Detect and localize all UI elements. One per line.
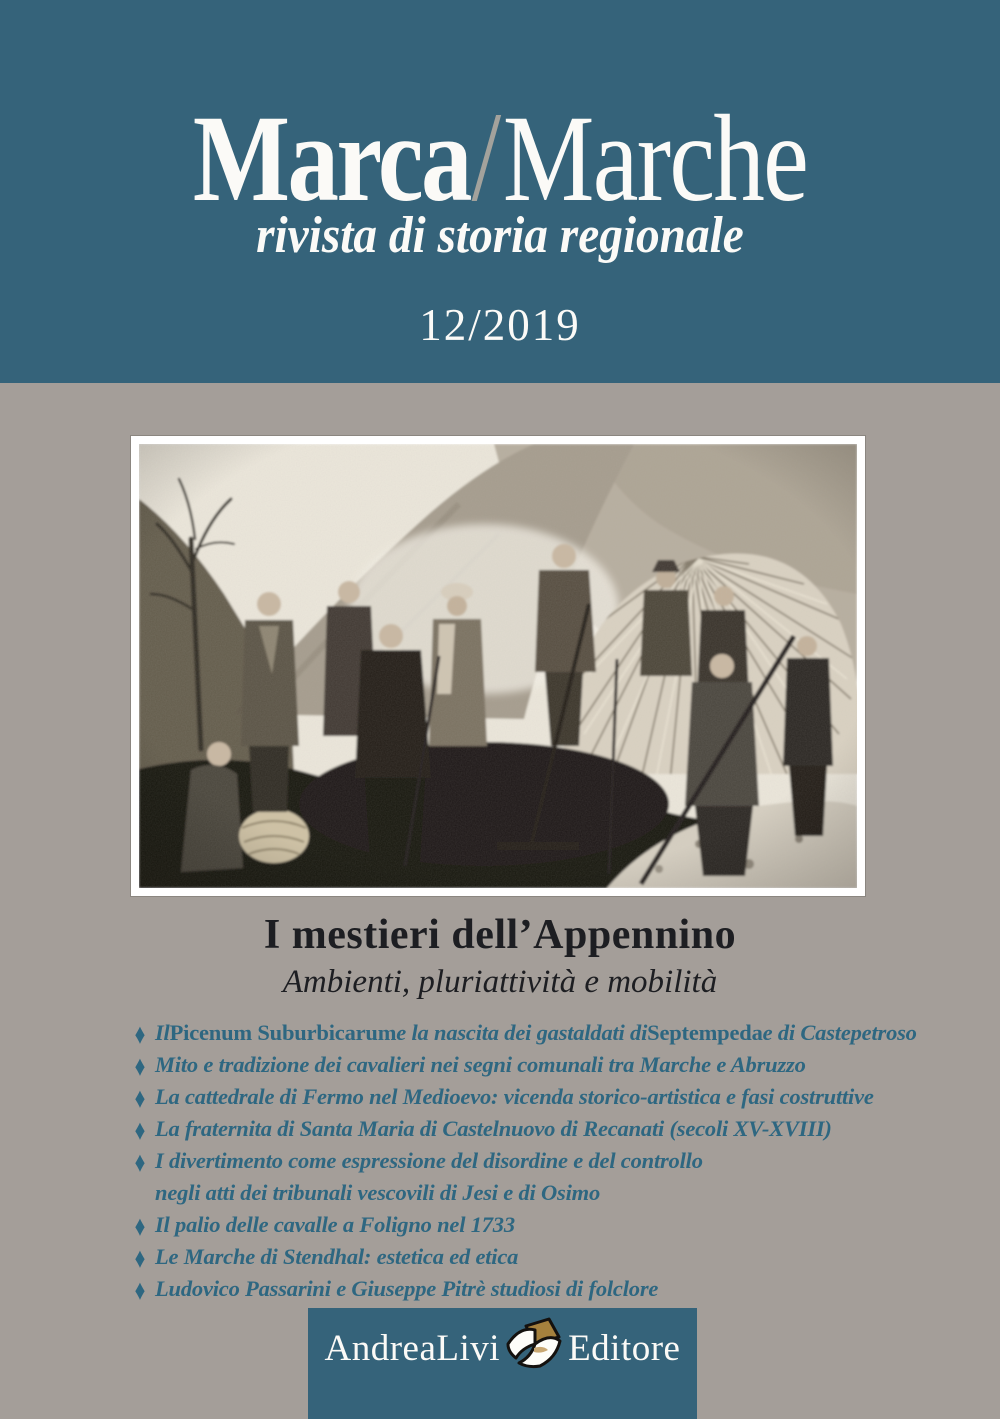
toc-line bbox=[132, 1180, 912, 1212]
toc-text-segment: Picenum Suburbicarum bbox=[169, 1020, 397, 1045]
toc-line bbox=[132, 1017, 917, 1052]
diamond-bullet-icon: ♦ bbox=[134, 1049, 146, 1083]
open-book-logo-icon bbox=[504, 1317, 564, 1371]
toc-text-segment: Il palio delle cavalle a Foligno nel 1733 bbox=[155, 1212, 515, 1237]
masthead-subtitle: rivista di storia regionale bbox=[256, 207, 744, 264]
charcoal-burners-photo-illustration bbox=[139, 444, 857, 888]
toc-line bbox=[132, 1049, 912, 1084]
toc-item bbox=[132, 1081, 912, 1116]
toc-line bbox=[132, 1241, 912, 1276]
toc-text-segment: I divertimento come espressione del disordine e del controllo bbox=[155, 1148, 703, 1173]
toc-text-segment: negli atti dei tribunali vescovili di Jesi e di Osimo bbox=[155, 1180, 601, 1205]
toc-line bbox=[132, 1209, 912, 1244]
masthead-marche: Marche bbox=[502, 90, 808, 227]
toc-text-segment: Le Marche di Stendhal: estetica ed etica bbox=[155, 1244, 519, 1269]
diamond-bullet-icon: ♦ bbox=[134, 1113, 146, 1147]
title-block bbox=[0, 912, 1000, 1000]
issue-number: 12/2019 bbox=[419, 300, 581, 350]
toc-text-segment: Ludovico Passarini e Giuseppe Pitrè studiosi di folclore bbox=[155, 1276, 659, 1301]
cover-subtitle: Ambienti, pluriattività e mobilità bbox=[282, 964, 718, 1001]
toc-item bbox=[132, 1209, 912, 1244]
diamond-bullet-icon: ♦ bbox=[134, 1017, 146, 1051]
toc-text-segment: Septempeda bbox=[647, 1020, 763, 1045]
cover-photo bbox=[130, 435, 866, 897]
toc-text-segment: e di Castepetroso bbox=[762, 1020, 917, 1045]
diamond-bullet-icon: ♦ bbox=[134, 1241, 146, 1275]
masthead-slash: / bbox=[471, 86, 502, 228]
toc-item bbox=[132, 1273, 912, 1308]
cover-title: I mestieri dell’Appennino bbox=[263, 912, 737, 958]
publisher-name-left: AndreaLivi bbox=[324, 1327, 501, 1369]
diamond-bullet-icon: ♦ bbox=[134, 1209, 146, 1243]
toc-line bbox=[132, 1145, 912, 1180]
toc-item bbox=[132, 1017, 917, 1052]
toc-item bbox=[132, 1113, 912, 1148]
toc-list bbox=[132, 1017, 917, 1308]
toc-line bbox=[132, 1113, 912, 1148]
diamond-bullet-icon: ♦ bbox=[134, 1145, 146, 1179]
toc-item bbox=[132, 1241, 912, 1276]
toc-text-segment: Mito e tradizione dei cavalieri nei segni comunali tra Marche e Abruzzo bbox=[155, 1052, 806, 1077]
toc-text-segment: La fraternita di Santa Maria di Castelnuovo di Recanati (secoli XV-XVIII) bbox=[155, 1116, 832, 1141]
toc-text-segment: La cattedrale di Fermo nel Medioevo: vicenda storico-artistica e fasi costruttive bbox=[155, 1084, 874, 1109]
diamond-bullet-icon: ♦ bbox=[134, 1273, 146, 1307]
masthead-marca: Marca bbox=[192, 90, 470, 227]
diamond-bullet-icon: ♦ bbox=[134, 1081, 146, 1115]
toc-text-segment: e la nascita dei gastaldati di bbox=[396, 1020, 648, 1045]
publisher-band bbox=[308, 1308, 697, 1419]
publisher-name-right: Editore bbox=[568, 1327, 681, 1369]
toc-line bbox=[132, 1273, 912, 1308]
publisher-logo-row bbox=[308, 1321, 697, 1375]
toc-line bbox=[132, 1081, 912, 1116]
toc-text-segment: Il bbox=[155, 1020, 170, 1045]
toc-item bbox=[132, 1049, 912, 1084]
toc-item bbox=[132, 1145, 912, 1212]
